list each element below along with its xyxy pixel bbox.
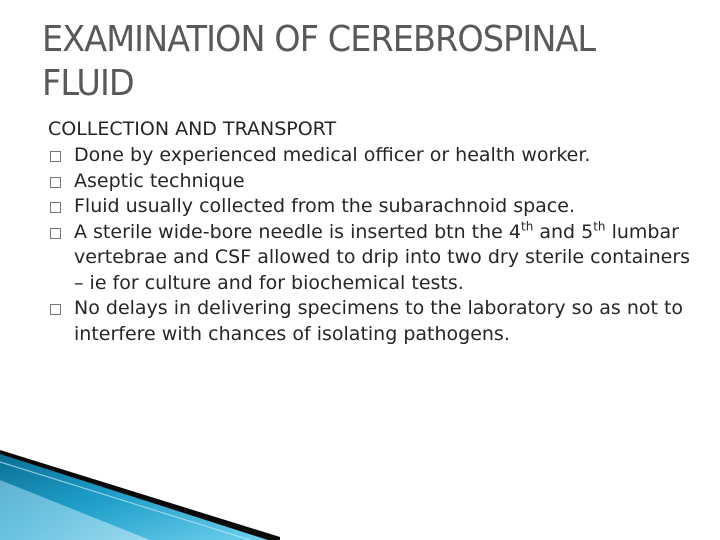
square-bullet-icon <box>50 202 61 213</box>
bullet-list <box>48 143 698 347</box>
slide-title-line-2: FLUID <box>42 63 134 104</box>
bullet-text: Fluid usually collected from the subarachnoid space. <box>74 195 575 217</box>
bullet-text: Done by experienced medical officer or health worker. <box>74 144 591 166</box>
bullet-item <box>48 194 698 220</box>
ordinal-suffix: th <box>593 219 606 234</box>
bullet-item <box>48 143 698 169</box>
ordinal-suffix: th <box>520 219 534 234</box>
slide-title <box>42 18 637 106</box>
bullet-text: No delays in delivering specimens to the laboratory so as not to interfere with chances of isolating pathogens. <box>74 297 684 345</box>
bullet-text-part: lumbar vertebrae and CSF allowed to drip into two dry sterile containers – ie for culture and for biochemical tests. <box>74 220 691 294</box>
bullet-text-part: and 5 <box>533 220 594 243</box>
square-bullet-icon <box>50 304 61 315</box>
square-bullet-icon <box>50 177 61 188</box>
bullet-text-part: A sterile wide-bore needle is inserted btn the 4 <box>74 220 521 243</box>
bullet-text: Aseptic technique <box>74 169 245 192</box>
square-bullet-icon <box>50 151 61 162</box>
bullet-item <box>48 220 698 297</box>
bullet-item <box>48 296 698 347</box>
bullet-item <box>48 169 698 195</box>
square-bullet-icon <box>50 228 61 239</box>
slide-title-line-1: EXAMINATION OF CEREBROSPINAL <box>42 19 596 60</box>
decorative-swoosh <box>0 440 280 540</box>
section-heading: COLLECTION AND TRANSPORT <box>48 118 337 140</box>
